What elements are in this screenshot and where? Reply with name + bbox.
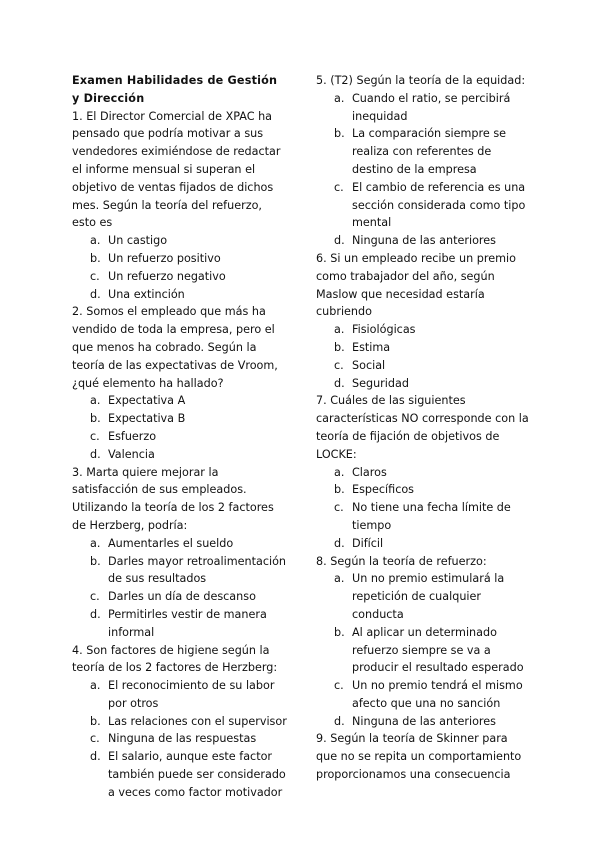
option-c — [316, 179, 531, 232]
option-text: Las relaciones con el supervisor — [108, 714, 287, 728]
option-letter: a. — [90, 536, 101, 550]
option-text: Un refuerzo positivo — [108, 251, 221, 265]
option-text: Un no premio estimulará la repetición de cualquier conducta — [352, 572, 505, 621]
option-d — [72, 748, 287, 801]
option-letter: d. — [334, 234, 345, 248]
option-d — [316, 713, 531, 731]
option-text: Social — [352, 358, 386, 372]
option-b — [316, 481, 531, 499]
option-b — [316, 339, 531, 357]
option-letter: b. — [334, 127, 345, 141]
option-letter: c. — [90, 429, 100, 443]
option-text: Un no premio tendrá el mismo afecto que una no sanción — [352, 679, 523, 710]
question-8 — [316, 553, 531, 731]
option-list — [316, 321, 531, 392]
left-column — [72, 72, 287, 802]
option-letter: c. — [90, 269, 100, 283]
option-text: Darles un día de descanso — [108, 590, 256, 604]
option-b — [72, 410, 287, 428]
option-c — [316, 499, 531, 535]
option-b — [72, 250, 287, 268]
option-list — [316, 570, 531, 730]
question-text: 6. Si un empleado recibe un premio como trabajador del año, según Maslow que necesidad estaría cubriendo — [316, 251, 516, 319]
option-d — [72, 606, 287, 642]
option-text: Permitirles vestir de manera informal — [108, 607, 267, 639]
option-letter: d. — [334, 536, 345, 550]
option-text: El reconocimiento de su labor por otros — [108, 679, 275, 710]
right-column — [316, 72, 531, 784]
option-list — [72, 392, 287, 463]
option-letter: c. — [334, 358, 344, 372]
question-text: 3. Marta quiere mejorar la satisfacción de sus empleados. Utilizando la teoría de los 2 factores de Herzberg, podría: — [72, 465, 274, 532]
option-b — [316, 624, 531, 677]
question-text: 5. (T2) Según la teoría de la equidad: — [316, 74, 526, 87]
option-d — [316, 375, 531, 393]
option-c — [72, 428, 287, 446]
option-text: Específicos — [352, 483, 415, 497]
option-text: Estima — [352, 340, 391, 354]
option-letter: b. — [90, 412, 101, 426]
option-letter: a. — [90, 234, 101, 248]
option-text: Cuando el ratio, se percibirá inequidad — [352, 91, 511, 123]
option-letter: d. — [90, 447, 101, 461]
option-c — [72, 588, 287, 606]
option-a — [316, 321, 531, 339]
option-letter: b. — [90, 714, 101, 728]
option-d — [72, 446, 287, 464]
option-d — [316, 232, 531, 250]
option-list — [72, 677, 287, 802]
option-letter: b. — [334, 340, 345, 354]
option-a — [316, 570, 531, 623]
question-3 — [72, 464, 287, 642]
option-list — [72, 535, 287, 642]
option-letter: c. — [334, 679, 344, 693]
question-text: 7. Cuáles de las siguientes características NO corresponde con la teoría de fijación de objetivos de LOCKE: — [316, 394, 529, 461]
question-text: 8. Según la teoría de refuerzo: — [316, 554, 487, 568]
question-7 — [316, 392, 531, 552]
option-text: La comparación siempre se realiza con referentes de destino de la empresa — [352, 127, 507, 176]
option-letter: d. — [90, 607, 101, 621]
option-letter: b. — [90, 251, 101, 265]
option-a — [316, 90, 531, 126]
option-text: No tiene una fecha límite de tiempo — [352, 501, 511, 532]
option-letter: a. — [334, 465, 345, 479]
option-list — [316, 90, 531, 250]
question-9 — [316, 730, 531, 783]
option-letter: a. — [334, 323, 345, 337]
question-4 — [72, 642, 287, 802]
option-text: Un refuerzo negativo — [108, 269, 226, 283]
option-letter: a. — [90, 679, 101, 693]
option-letter: c. — [334, 501, 344, 515]
option-text: Una extinción — [108, 287, 185, 301]
question-text: 9. Según la teoría de Skinner para que no se repita un comportamiento proporcionamos una consecuencia — [316, 732, 522, 782]
option-c — [72, 730, 287, 748]
option-text: Esfuerzo — [108, 429, 157, 443]
option-letter: b. — [334, 625, 345, 639]
option-text: Ninguna de las anteriores — [352, 234, 496, 248]
option-text: Al aplicar un determinado refuerzo siempre se va a producir el resultado esperado — [352, 625, 524, 675]
option-text: Claros — [352, 465, 387, 479]
option-text: Ninguna de las respuestas — [108, 732, 257, 746]
option-text: Expectativa B — [108, 412, 186, 426]
option-text: Fisiológicas — [352, 323, 416, 337]
question-text: 2. Somos el empleado que más ha vendido de toda la empresa, pero el que menos ha cobrado. Según la teoría de las expectativas de Vroom, ¿qué elemento ha hallado? — [72, 305, 278, 390]
option-letter: d. — [334, 714, 345, 728]
option-list — [316, 464, 531, 553]
question-text: 1. El Director Comercial de XPAC ha pensado que podría motivar a sus vendedores eximiéndose de redactar el informe mensual si superan el objetivo de ventas fijados de dichos mes. Según la teoría del refuerzo, esto es — [72, 109, 281, 230]
option-letter: c. — [90, 732, 100, 746]
question-text: 4. Son factores de higiene según la teoría de los 2 factores de Herzberg: — [72, 643, 278, 675]
question-5 — [316, 72, 531, 250]
option-letter: b. — [334, 483, 345, 497]
question-2 — [72, 303, 287, 463]
question-1 — [72, 108, 287, 304]
option-text: El cambio de referencia es una sección considerada como tipo mental — [352, 180, 526, 230]
option-b — [72, 553, 287, 589]
option-a — [316, 464, 531, 482]
option-letter: a. — [90, 394, 101, 408]
option-letter: d. — [334, 376, 345, 390]
option-text: Aumentarles el sueldo — [108, 536, 234, 550]
option-c — [316, 357, 531, 375]
option-c — [72, 268, 287, 286]
option-d — [72, 286, 287, 304]
option-letter: b. — [90, 554, 101, 568]
option-text: Ninguna de las anteriores — [352, 714, 496, 728]
option-text: Seguridad — [352, 376, 409, 390]
option-list — [72, 232, 287, 303]
option-a — [72, 232, 287, 250]
question-6 — [316, 250, 531, 392]
option-text: Valencia — [108, 447, 155, 461]
option-letter: a. — [334, 572, 345, 586]
option-text: Difícil — [352, 536, 384, 550]
option-d — [316, 535, 531, 553]
option-letter: d. — [90, 750, 101, 764]
option-letter: c. — [90, 590, 100, 604]
option-a — [72, 392, 287, 410]
option-a — [72, 677, 287, 713]
option-a — [72, 535, 287, 553]
exam-title: Examen Habilidades de Gestión y Dirección — [72, 74, 278, 105]
option-text: Darles mayor retroalimentación de sus resultados — [108, 554, 287, 586]
option-b — [316, 125, 531, 178]
option-text: Un castigo — [108, 234, 168, 248]
option-letter: c. — [334, 180, 344, 194]
option-c — [316, 677, 531, 713]
option-text: El salario, aunque este factor también puede ser considerado a veces como factor motivador — [108, 750, 286, 799]
option-text: Expectativa A — [108, 394, 186, 408]
option-letter: a. — [334, 91, 345, 105]
option-letter: d. — [90, 287, 101, 301]
option-b — [72, 713, 287, 731]
